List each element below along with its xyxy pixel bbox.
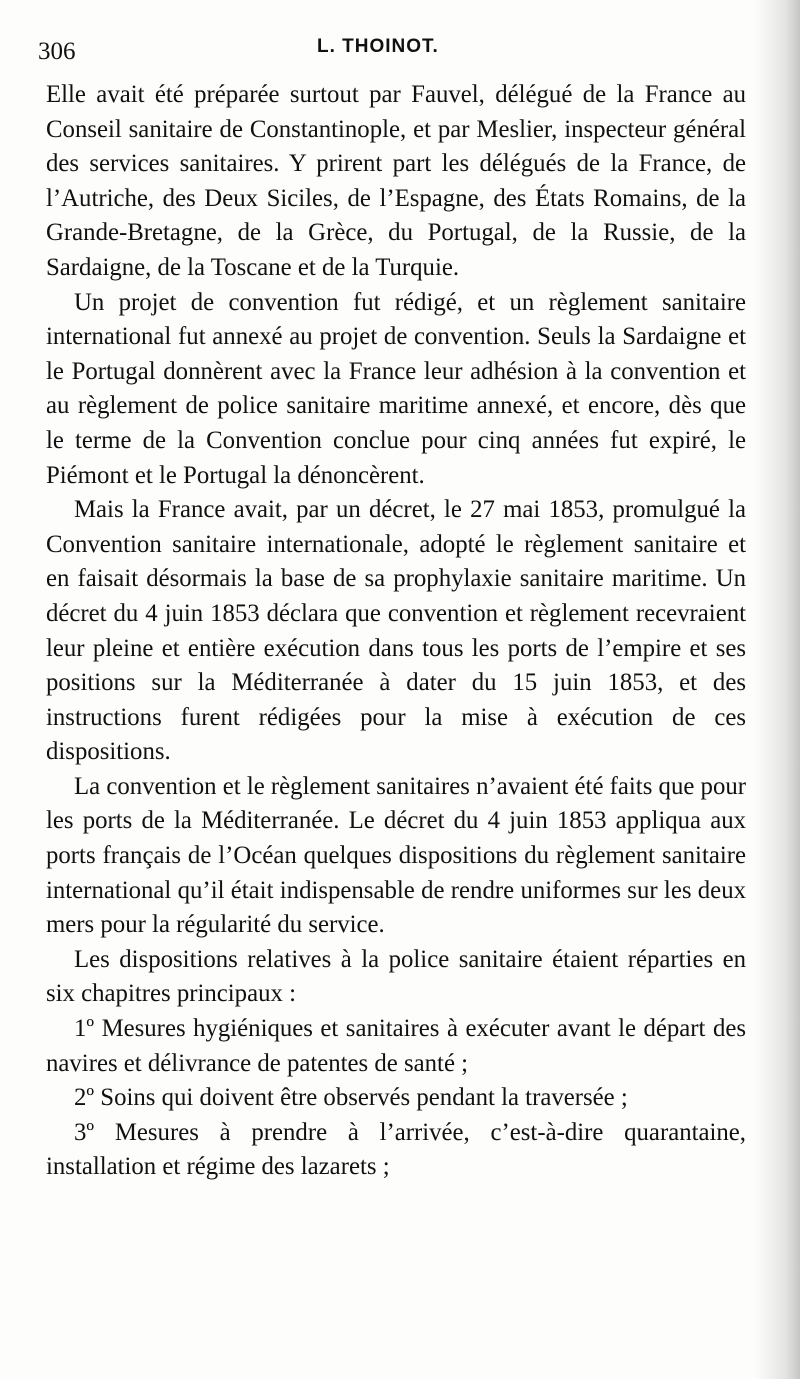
- body-text: [46, 78, 746, 1185]
- paragraph-mediterranean-ports: La convention et le règlement sanitaires n’avaient été faits que pour les ports de la Méditerranée. Le décret du 4 juin 1853 appliqua aux ports français de l’Océan quelques dispositions du règlement sanitaire international qu’il était indispensable de rendre uniformes sur les deux mers pour la régularité du service.: [46, 772, 746, 939]
- paragraph-convention-project: Un projet de convention fut rédigé, et un règlement sanitaire international fut annexé au projet de convention. Seuls la Sardaigne et le Portugal donnèrent avec la France leur adhésion à la convention et au règlement de police sanitaire maritime annexé, et encore, dès que le terme de la Convention conclue pour cinq années fut expiré, le Piémont et le Portugal la dénoncèrent.: [46, 288, 746, 489]
- list-item-chapter-2: 2º Soins qui doivent être observés pendant la traversée ;: [74, 1084, 628, 1112]
- list-item-chapter-1: 1º Mesures hygiéniques et sanitaires à exécuter avant le départ des navires et délivrance de patentes de santé ;: [46, 1015, 746, 1077]
- running-head: L. THOINOT.: [317, 36, 439, 57]
- page-number: 306: [38, 38, 76, 65]
- paragraph-continuation: Elle avait été préparée surtout par Fauvel, délégué de la France au Conseil sanitaire de Constantinople, et par Meslier, inspecteur général des services sanitaires. Y prirent part les délégués de la France, de l’Autriche, des Deux Siciles, de l’Espagne, des États Romains, de la Grande-Bretagne, de la Grèce, du Portugal, de la Russie, de la Sardaigne, de la Toscane et de la Turquie.: [46, 81, 746, 281]
- page-header: [38, 32, 758, 72]
- list-item-chapter-3: 3º Mesures à prendre à l’arrivée, c’est-à-dire quarantaine, installation et régime des lazarets ;: [46, 1118, 746, 1181]
- paragraph-six-chapters: Les dispositions relatives à la police sanitaire étaient réparties en six chapitres principaux :: [46, 945, 746, 1008]
- page-gutter-shadow: [754, 0, 800, 1379]
- paragraph-decree-1853: Mais la France avait, par un décret, le 27 mai 1853, promulgué la Convention sanitaire internationale, adopté le règlement sanitaire et en faisait désormais la base de sa prophylaxie sanitaire maritime. Un décret du 4 juin 1853 déclara que convention et règlement recevraient leur pleine et entière exécution dans tous les ports de l’empire et ses positions sur la Méditerranée à dater du 15 juin 1853, et des instructions furent rédigées pour la mise à exécution de ces dispositions.: [46, 496, 746, 766]
